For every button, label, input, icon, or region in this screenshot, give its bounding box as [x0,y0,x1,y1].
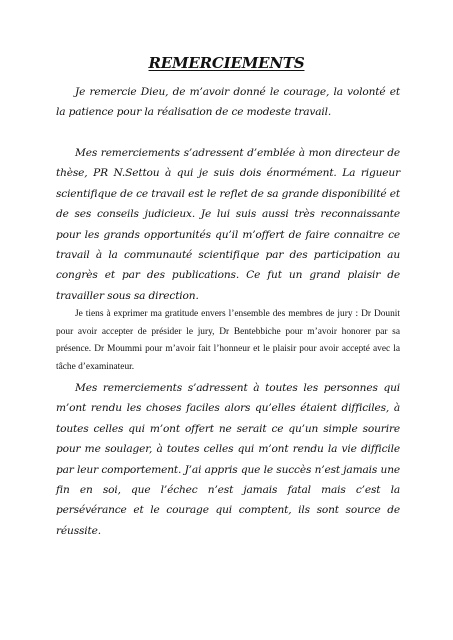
paragraph-thanks-everyone: Mes remerciements s’adressent à toutes les personnes qui m’ont rendu les choses faciles alors qu’elles étaient difficiles, à toutes celles qui m’ont offert ne serait ce qu’un simple sourire pour me soulager, à toutes celles qui m’ont rendu la vie difficile par leur comportement. J’ai appris que le succès n’est jamais une fin en soi, que l’échec n’est jamais fatal mais c’est la persévérance et le courage qui comptent, ils sont source de réussite. [56,382,400,537]
paragraph-thanks-jury: Je tiens à exprimer ma gratitude envers l’ensemble des membres de jury : Dr Dounit pour avoir accepter de présider le jury, Dr Bentebbiche pour m’avoir honorer par sa présence. Dr Moummi pour m’avoir fait l’honneur et le plaisir pour avoir accepté avec la tâche d’examinateur. [56,309,400,372]
paragraph-thanks-god: Je remercie Dieu, de m’avoir donné le courage, la volonté et la patience pour la réalisation de ce modeste travail. [56,86,400,119]
paragraph-thanks-director: Mes remerciements s’adressent d’emblée à mon directeur de thèse, PR N.Settou à qui je suis dois énormément. La rigueur scientifique de ce travail est le reflet de sa grande disponibilité et de ses conseils judicieux. Je lui suis aussi très reconnaissante pour les grands opportunités qu’il m’offert de faire connaitre ce travail à la communauté scientifique par des participation au congrès et par des publications. Ce fut un grand plaisir de travailler sous sa direction. [56,147,400,302]
page-title: REMERCIEMENTS [148,54,305,72]
